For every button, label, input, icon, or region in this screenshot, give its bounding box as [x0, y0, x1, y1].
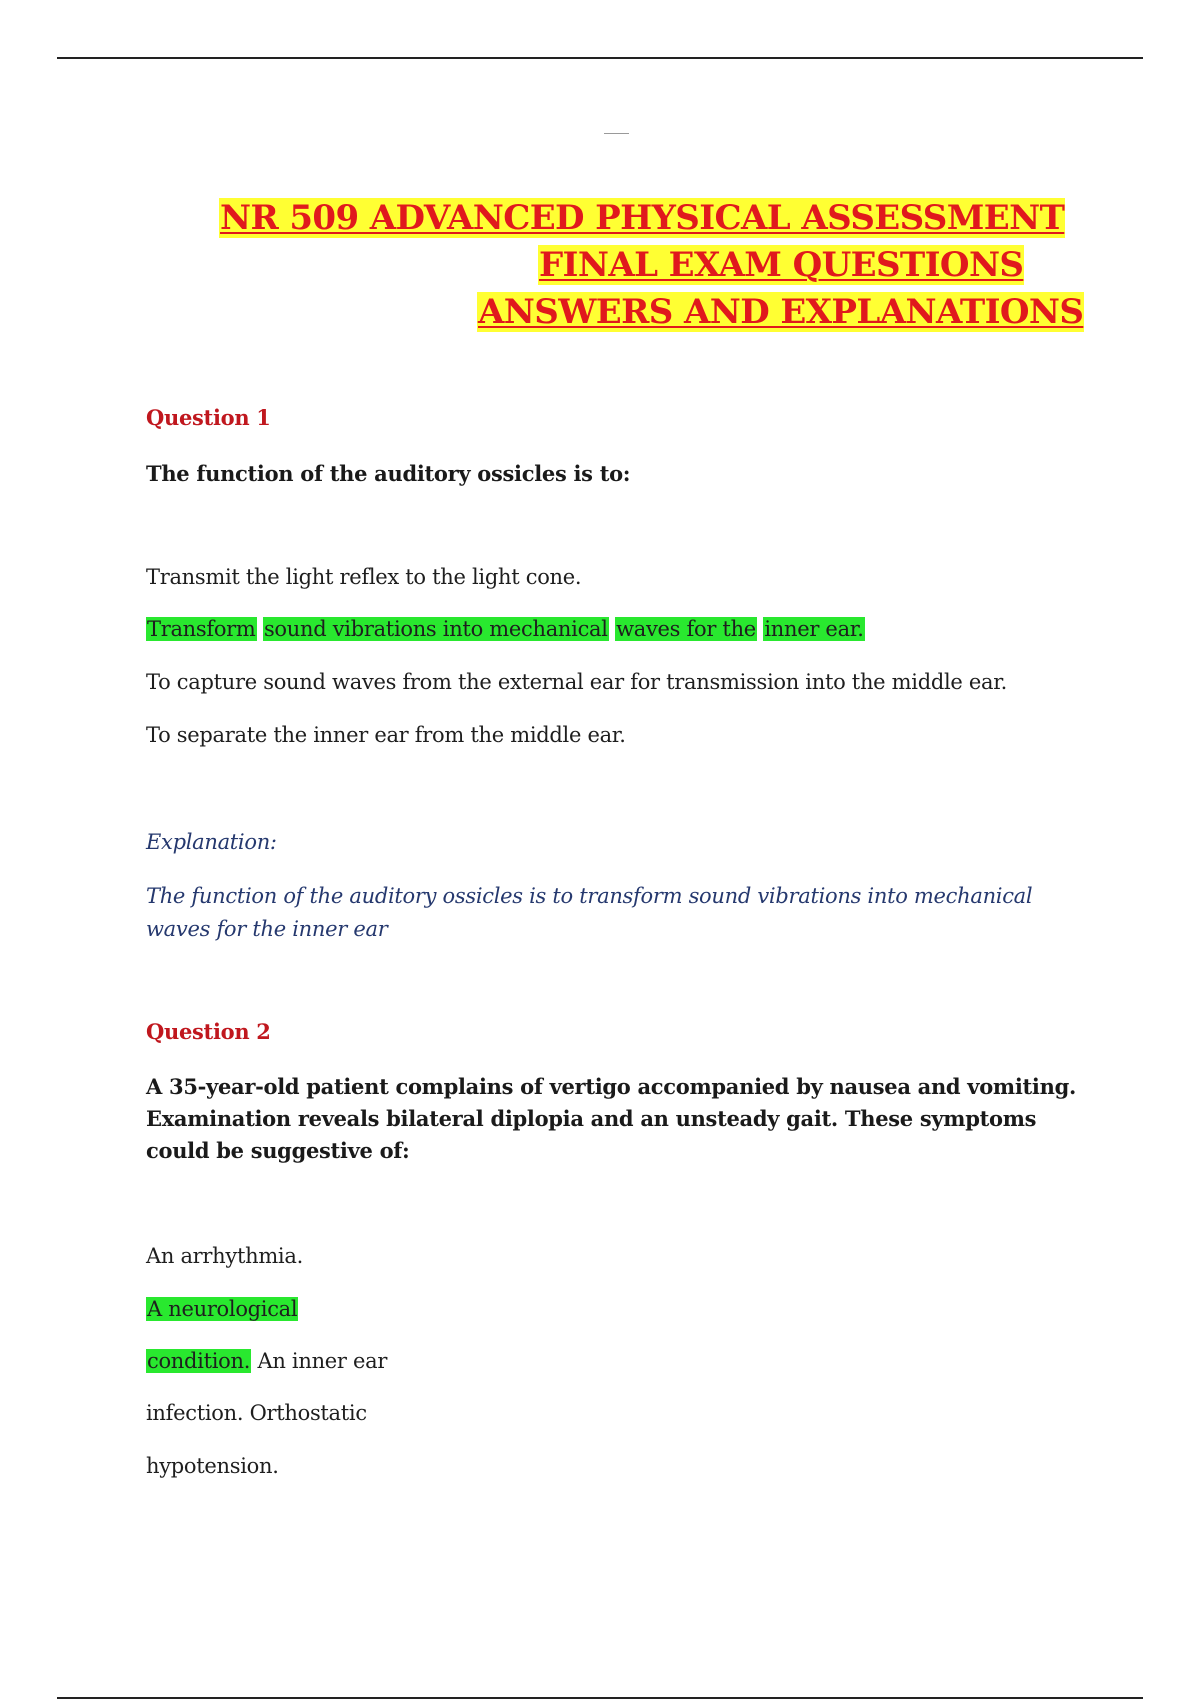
- answer-highlight: sound vibrations into mechanical: [263, 617, 608, 641]
- title-line-2: FINAL EXAM QUESTIONS: [539, 245, 1024, 285]
- bottom-rule: [57, 1697, 1143, 1699]
- question-2-heading: Question 2: [146, 1019, 271, 1044]
- question-1-option-a: Transmit the light reflex to the light cone.: [146, 565, 582, 589]
- title-line-3: ANSWERS AND EXPLANATIONS: [478, 292, 1084, 332]
- question-1-option-d: To separate the inner ear from the middle ear.: [146, 723, 626, 747]
- question-2-line-1: An arrhythmia.: [146, 1244, 303, 1268]
- question-2-line-2: [146, 1297, 1086, 1321]
- question-1-explanation-text: The function of the auditory ossicles is to transform sound vibrations into mechanical waves for the inner ear: [146, 884, 1033, 941]
- title-line-1: NR 509 ADVANCED PHYSICAL ASSESSMENT: [220, 198, 1065, 238]
- question-2-line-3: condition. An inner ear: [147, 1349, 388, 1373]
- top-rule: [57, 57, 1143, 59]
- answer-highlight: waves for the: [616, 617, 756, 641]
- answer-highlight: Transform: [147, 617, 256, 641]
- question-2-line-4: infection. Orthostatic: [146, 1401, 367, 1425]
- question-1-heading: Question 1: [146, 405, 271, 430]
- header-dash: [604, 133, 629, 134]
- answer-highlight: inner ear.: [764, 617, 864, 641]
- question-1-explanation-label: Explanation:: [146, 830, 277, 854]
- question-2-prompt: A 35-year-old patient complains of vertigo accompanied by nausea and vomiting. Examination reveals bilateral diplopia and an unsteady gait. These symptoms could be suggestive of:: [146, 1074, 1076, 1163]
- question-1-prompt: The function of the auditory ossicles is to:: [146, 461, 631, 486]
- answer-highlight: condition.: [147, 1349, 251, 1373]
- question-1-option-b-correct: [146, 617, 1086, 641]
- question-1-option-c: To capture sound waves from the external ear for transmission into the middle ear.: [146, 670, 1008, 694]
- answer-highlight: A neurological: [147, 1297, 298, 1321]
- question-2-line-5: hypotension.: [146, 1454, 279, 1478]
